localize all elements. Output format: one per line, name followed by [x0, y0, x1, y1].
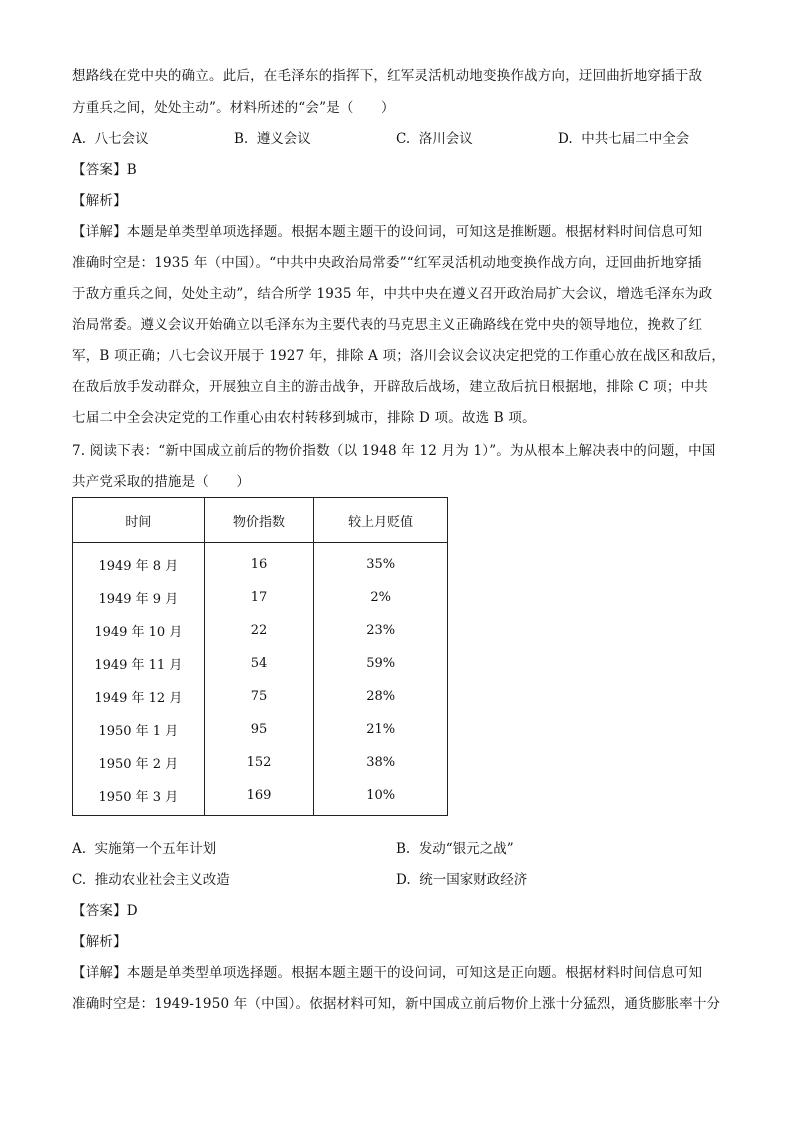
q7-detail-line: 【详解】本题是单类型单项选择题。根据本题主题干的设问词，可知这是正向题。根据材料时间信息可知 [72, 965, 703, 981]
table-row [73, 614, 448, 647]
q6-detail-line: 【详解】本题是单类型单项选择题。根据本题主题干的设问词，可知这是推断题。根据材料时间信息可知 [72, 224, 703, 240]
q6-detail-line: 在敌后放手发动群众，开展独立自主的游击战争，开辟敌后战场，建立敌后抗日根据地，排除 C 项；中共 [72, 379, 709, 395]
table-row [73, 746, 448, 779]
table-cell: 1949 年 12 月 [73, 680, 205, 713]
table-header-cell: 时间 [73, 498, 205, 543]
option-text: 遵义会议 [256, 131, 311, 147]
q6-option-b [234, 129, 311, 149]
q7-detail-line: 准确时空是：1949-1950 年（中国）。依据材料可知，新中国成立前后物价上涨十分猛烈，通货膨胀率十分 [72, 996, 721, 1012]
table-header-cell: 物价指数 [204, 498, 314, 543]
q6-option-c [396, 129, 473, 149]
q7-option-d [396, 870, 527, 890]
q7-answer: 【答案】D [72, 903, 138, 919]
table-cell: 16 [204, 543, 314, 582]
table-cell: 38% [314, 746, 448, 779]
q7-option-a [72, 839, 216, 859]
option-text: 中共七届二中全会 [581, 131, 690, 147]
q6-option-a [72, 129, 149, 149]
option-label: C. [396, 131, 411, 147]
table-cell: 1950 年 3 月 [73, 779, 205, 816]
option-text: 实施第一个五年计划 [94, 841, 217, 857]
option-label: A. [72, 131, 87, 147]
table-cell: 28% [314, 680, 448, 713]
table-header-row [73, 498, 448, 543]
option-label: A. [72, 841, 87, 857]
table-row [73, 779, 448, 816]
q7-option-b [396, 839, 514, 859]
q6-detail-line: 治局常委。遵义会议开始确立以毛泽东为主要代表的马克思主义正确路线在党中央的领导地位，挽救了红 [72, 317, 703, 333]
table-row [73, 543, 448, 582]
table-header-cell: 较上月贬值 [314, 498, 448, 543]
table-cell: 1950 年 2 月 [73, 746, 205, 779]
table-cell: 22 [204, 614, 314, 647]
table-row [73, 680, 448, 713]
table-cell: 169 [204, 779, 314, 816]
table-cell: 1949 年 11 月 [73, 647, 205, 680]
table-cell: 75 [204, 680, 314, 713]
option-label: D. [396, 872, 411, 888]
table-cell: 1949 年 10 月 [73, 614, 205, 647]
q7-stem-line-1: 7. 阅读下表：“新中国成立前后的物价指数（以 1948 年 12 月为 1）”。为从根本上解决表中的问题，中国 [72, 443, 716, 459]
table-cell: 1949 年 8 月 [73, 543, 205, 582]
table-cell: 2% [314, 581, 448, 614]
table-row [73, 713, 448, 746]
option-label: D. [558, 131, 573, 147]
q6-detail-line: 于敌方重兵之间，处处主动”，结合所学 1935 年，中共中央在遵义召开政治局扩大会议，增选毛泽东为政 [72, 286, 713, 302]
q6-detail-line: 军，B 项正确；八七会议开展于 1927 年，排除 A 项；洛川会议会议决定把党的工作重心放在战区和敌后， [72, 348, 726, 364]
option-label: C. [72, 872, 87, 888]
price-index-table [72, 497, 448, 816]
q7-option-c [72, 870, 230, 890]
option-label: B. [396, 841, 411, 857]
table-cell: 17 [204, 581, 314, 614]
q6-detail-line: 准确时空是：1935 年（中国）。“中共中央政治局常委”“红军灵活机动地变换作战方向，迂回曲折地穿插 [72, 255, 702, 271]
table-cell: 35% [314, 543, 448, 582]
option-text: 洛川会议 [418, 131, 473, 147]
table-cell: 54 [204, 647, 314, 680]
table-cell: 95 [204, 713, 314, 746]
table-cell: 1949 年 9 月 [73, 581, 205, 614]
q7-analysis-heading: 【解析】 [72, 934, 127, 950]
table-cell: 21% [314, 713, 448, 746]
option-text: 八七会议 [94, 131, 149, 147]
table-cell: 59% [314, 647, 448, 680]
table-row [73, 647, 448, 680]
option-label: B. [234, 131, 249, 147]
table-row [73, 581, 448, 614]
option-text: 统一国家财政经济 [419, 872, 528, 888]
q6-stem-line-2: 方重兵之间，处处主动”。材料所述的“会”是（ ） [72, 100, 395, 116]
table-cell: 10% [314, 779, 448, 816]
q6-stem-line-1: 想路线在党中央的确立。此后，在毛泽东的指挥下，红军灵活机动地变换作战方向，迂回曲折地穿插于敌 [72, 68, 703, 84]
q6-detail-line: 七届二中全会决定党的工作重心由农村转移到城市，排除 D 项。故选 B 项。 [72, 410, 536, 426]
table-cell: 152 [204, 746, 314, 779]
table-cell: 23% [314, 614, 448, 647]
table-cell: 1950 年 1 月 [73, 713, 205, 746]
option-text: 推动农业社会主义改造 [94, 872, 230, 888]
q6-answer: 【答案】B [72, 162, 137, 178]
q7-stem-line-2: 共产党采取的措施是（ ） [72, 474, 251, 490]
option-text: 发动“银元之战” [418, 841, 514, 857]
q6-analysis-heading: 【解析】 [72, 193, 127, 209]
q6-option-d [558, 129, 689, 149]
